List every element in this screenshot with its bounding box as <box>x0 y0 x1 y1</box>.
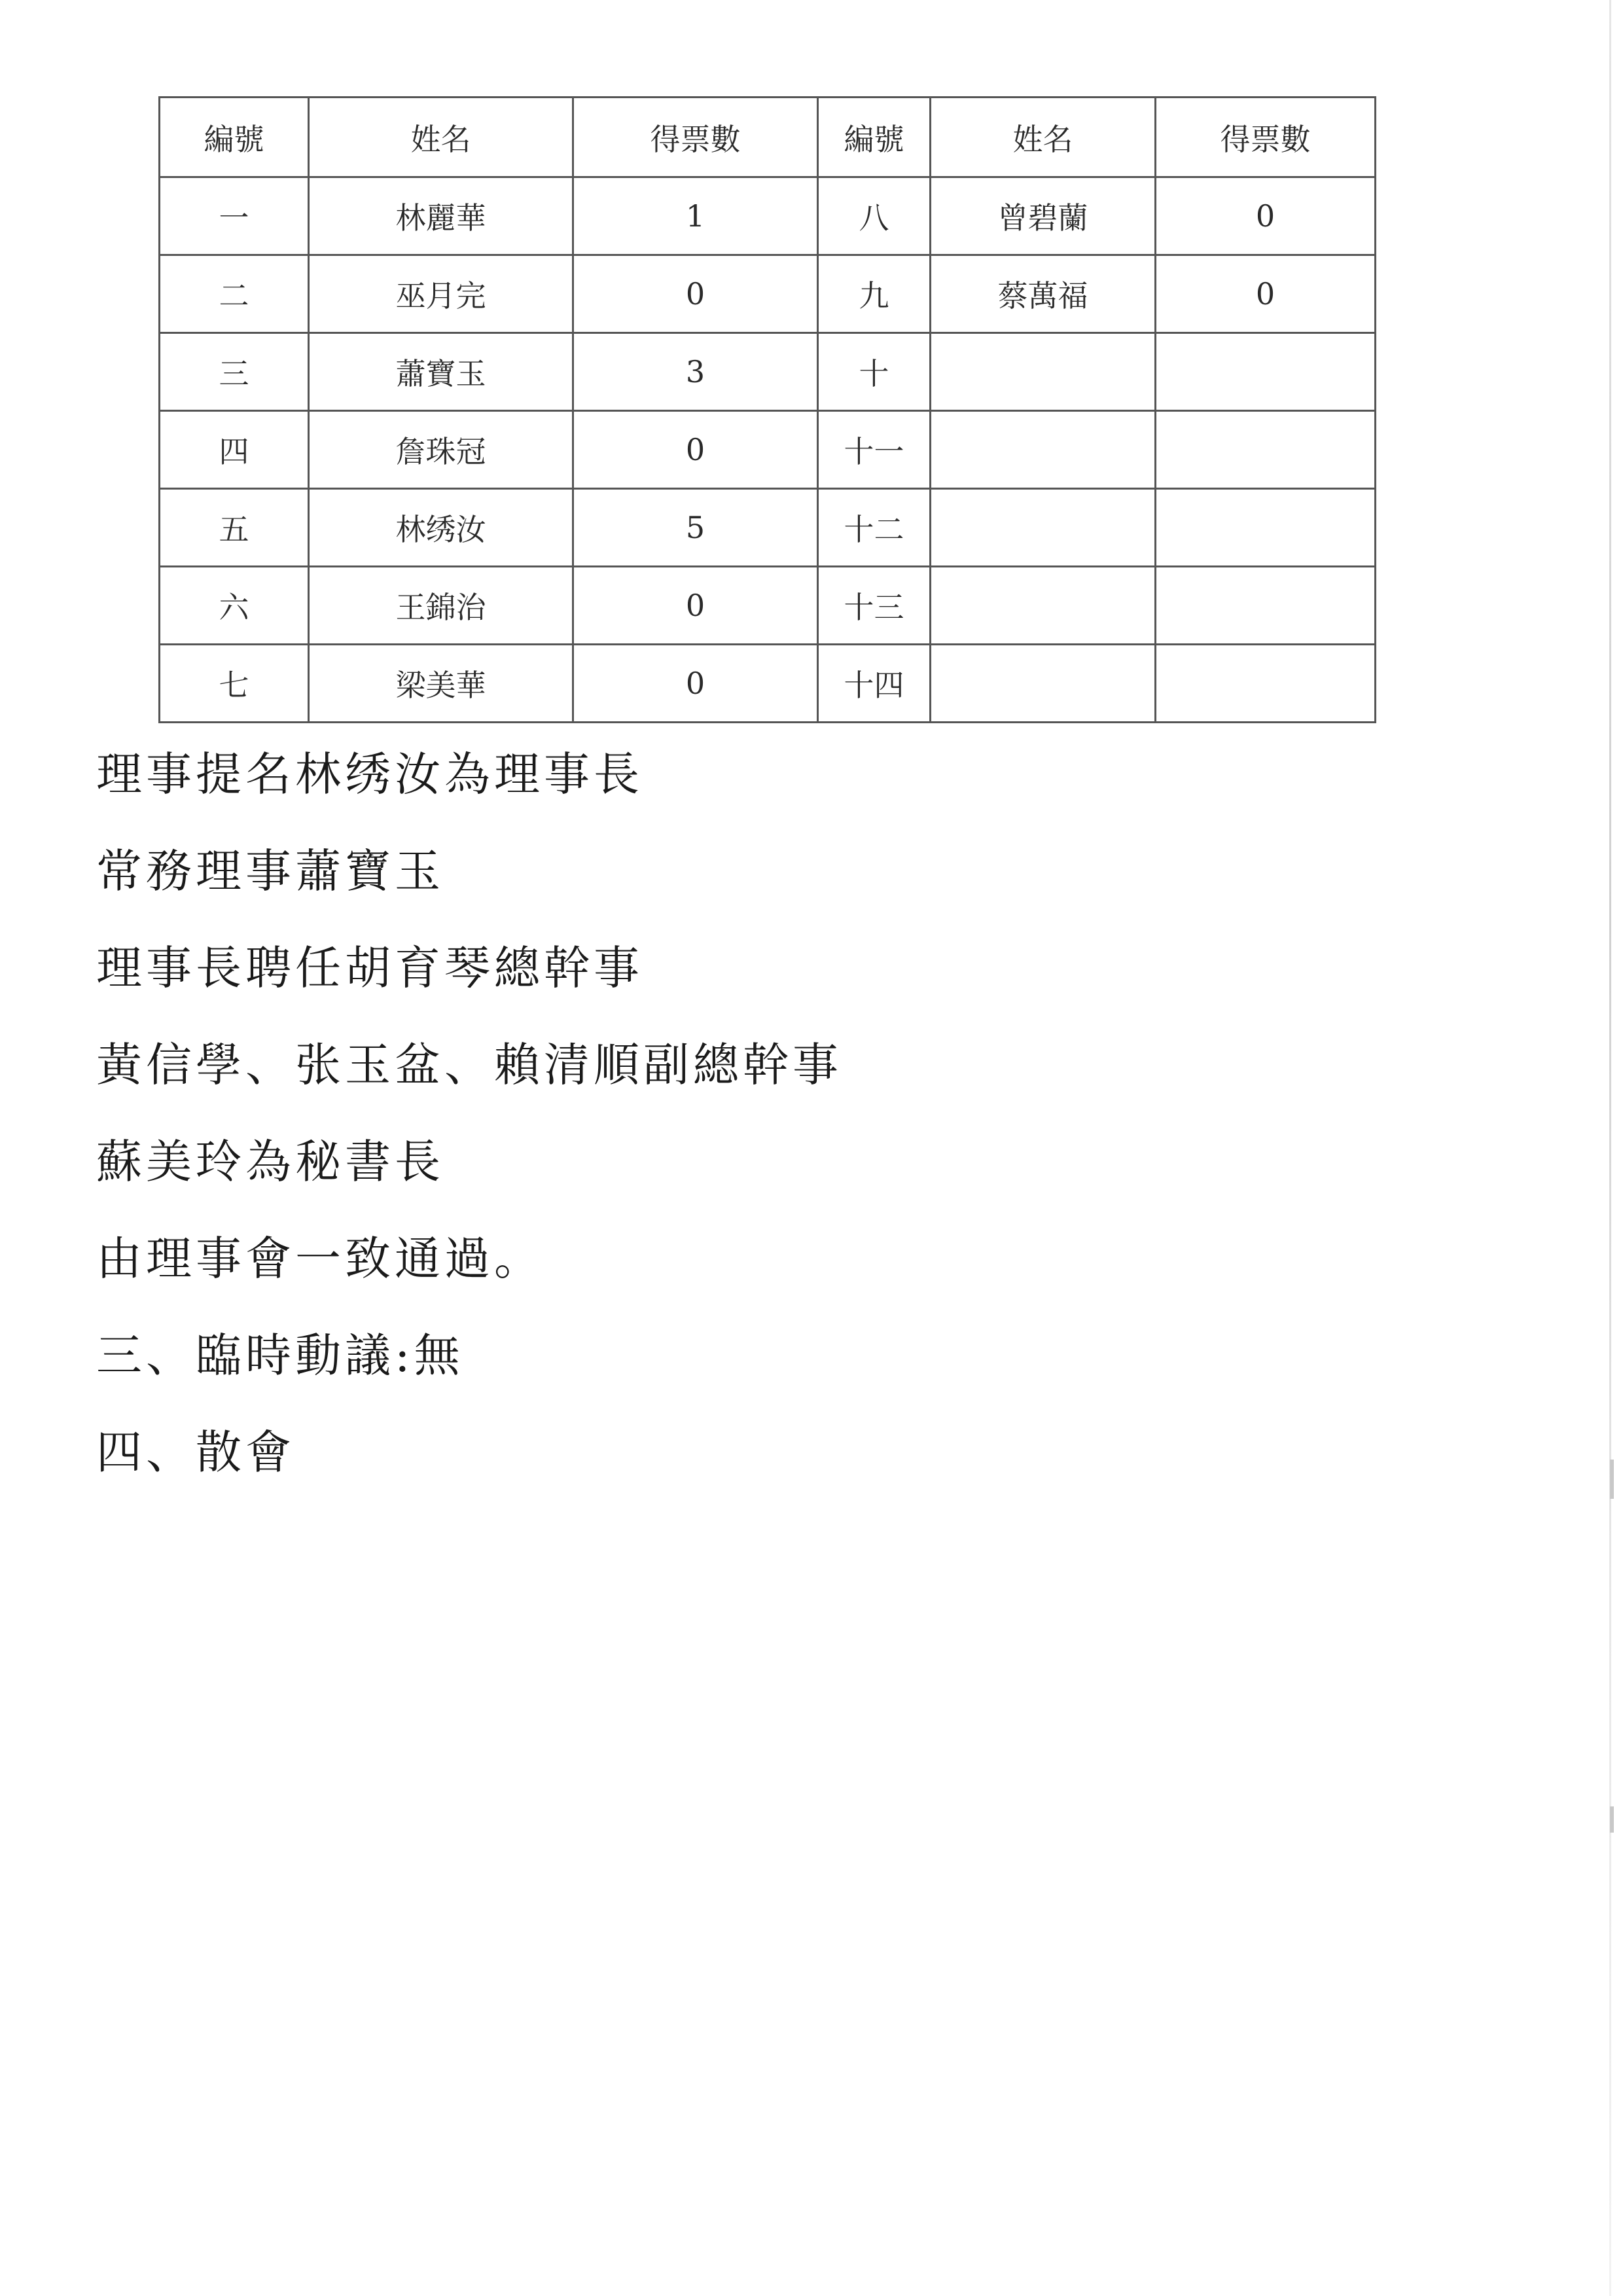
cell-number: 十 <box>818 333 931 411</box>
scan-edge <box>1609 0 1611 2296</box>
table-row <box>160 567 1376 645</box>
cell-votes: 0 <box>1156 177 1376 255</box>
resolution-line: 理事提名林绣汝為理事長 <box>96 747 643 801</box>
table-row <box>160 645 1376 723</box>
cell-name <box>931 489 1156 567</box>
resolution-line: 蘇美玲為秘書長 <box>96 1135 444 1189</box>
table-row <box>160 333 1376 411</box>
minutes-text <box>96 747 842 1526</box>
cell-votes: 5 <box>573 489 818 567</box>
table-row <box>160 489 1376 567</box>
cell-votes <box>1156 645 1376 723</box>
header-votes: 得票數 <box>1156 98 1376 177</box>
cell-name: 詹珠冠 <box>309 411 573 489</box>
cell-name <box>931 411 1156 489</box>
resolution-line: 黃信學、张玉盆、賴清順副總幹事 <box>96 1038 842 1092</box>
cell-number: 八 <box>818 177 931 255</box>
cell-votes: 0 <box>573 645 818 723</box>
scan-mark <box>1610 1806 1614 1833</box>
cell-name: 巫月完 <box>309 255 573 333</box>
cell-votes: 0 <box>573 255 818 333</box>
header-number: 編號 <box>818 98 931 177</box>
cell-votes: 3 <box>573 333 818 411</box>
cell-votes: 0 <box>1156 255 1376 333</box>
header-votes: 得票數 <box>573 98 818 177</box>
cell-name <box>931 645 1156 723</box>
cell-votes: 0 <box>573 567 818 645</box>
scan-mark <box>1610 1460 1614 1499</box>
cell-number: 四 <box>160 411 309 489</box>
cell-name: 曾碧蘭 <box>931 177 1156 255</box>
cell-name: 蕭寶玉 <box>309 333 573 411</box>
cell-number: 九 <box>818 255 931 333</box>
cell-number: 五 <box>160 489 309 567</box>
header-name: 姓名 <box>309 98 573 177</box>
vote-count-table <box>158 96 1376 723</box>
cell-name: 梁美華 <box>309 645 573 723</box>
cell-number: 十四 <box>818 645 931 723</box>
cell-name: 王錦治 <box>309 567 573 645</box>
header-number: 編號 <box>160 98 309 177</box>
cell-number: 六 <box>160 567 309 645</box>
table-row <box>160 255 1376 333</box>
table-row <box>160 177 1376 255</box>
cell-votes: 1 <box>573 177 818 255</box>
agenda-item-motions: 三、臨時動議:無 <box>96 1329 464 1382</box>
cell-votes <box>1156 567 1376 645</box>
cell-votes <box>1156 333 1376 411</box>
cell-votes <box>1156 411 1376 489</box>
cell-name: 林绣汝 <box>309 489 573 567</box>
agenda-item-adjourn: 四、散會 <box>96 1426 295 1479</box>
table-row <box>160 411 1376 489</box>
cell-name: 林麗華 <box>309 177 573 255</box>
cell-name: 蔡萬福 <box>931 255 1156 333</box>
header-name: 姓名 <box>931 98 1156 177</box>
cell-number: 二 <box>160 255 309 333</box>
cell-name <box>931 567 1156 645</box>
cell-votes <box>1156 489 1376 567</box>
resolution-line: 常務理事蕭寶玉 <box>96 844 444 898</box>
table-header-row <box>160 98 1376 177</box>
cell-number: 十三 <box>818 567 931 645</box>
cell-number: 七 <box>160 645 309 723</box>
cell-number: 三 <box>160 333 309 411</box>
resolution-line: 理事長聘任胡育琴總幹事 <box>96 941 643 995</box>
cell-votes: 0 <box>573 411 818 489</box>
cell-name <box>931 333 1156 411</box>
cell-number: 一 <box>160 177 309 255</box>
cell-number: 十二 <box>818 489 931 567</box>
resolution-line: 由理事會一致通過。 <box>96 1232 544 1285</box>
cell-number: 十一 <box>818 411 931 489</box>
